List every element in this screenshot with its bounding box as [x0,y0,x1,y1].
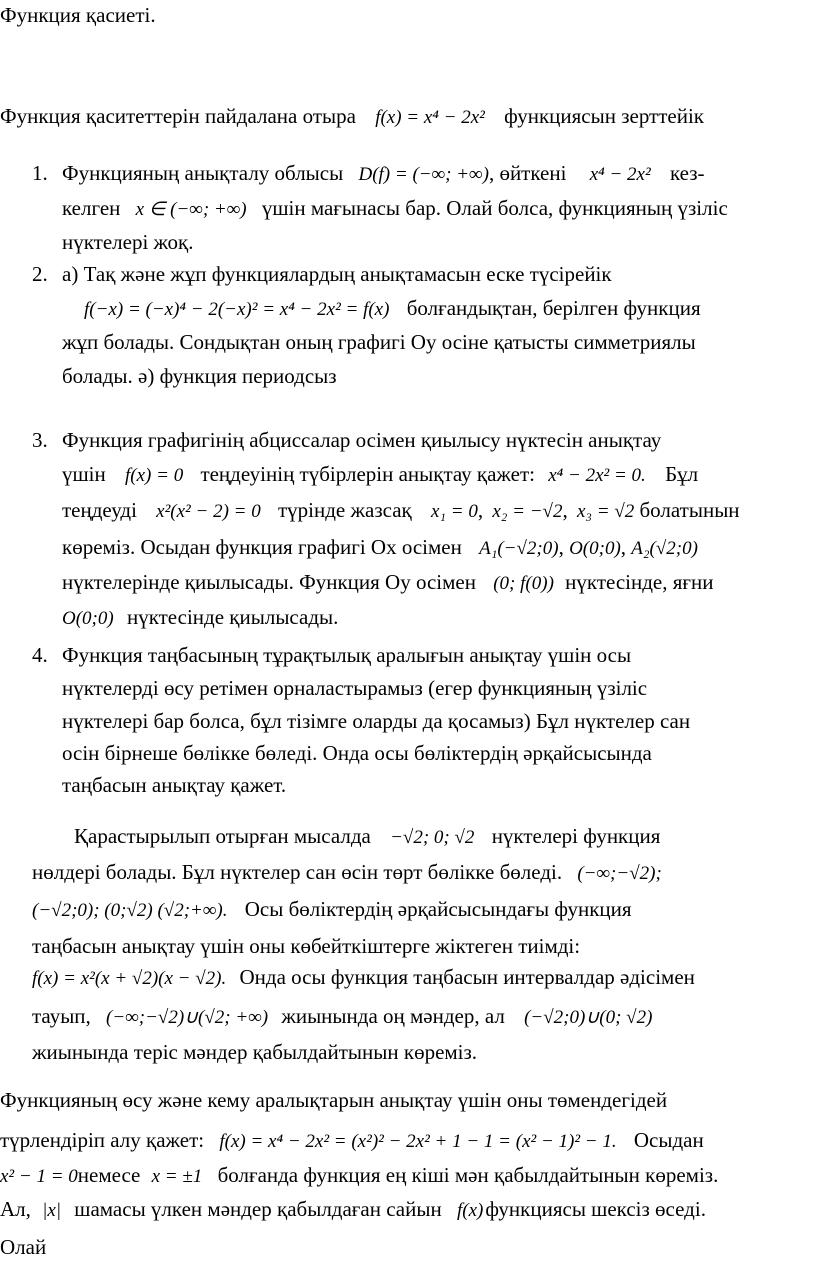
point-oy: (0; f(0)) [493,573,554,594]
point-a2: A₂(√2;0) [631,538,698,559]
item3-text: теңдеуінің түбірлерін анықтау қажет: [200,462,535,486]
para5-text: Осы бөліктердің әрқайсысындағы функция [244,897,632,921]
x-pm-one: x = ±1 [151,1166,203,1187]
interval1-formula: (−∞;−√2); [577,863,662,884]
item1-number: 1. [32,161,48,185]
item4-number: 4. [32,643,48,667]
para6-text: Ал, [0,1197,31,1221]
para5-text: тауып, [32,1004,91,1028]
item3-text: нүктелерінде қиылысады. Функция Оу осімен [62,570,476,594]
item2-line4: болады. ә) функция периодсыз [62,364,337,388]
item3-text: болатынын [639,498,740,522]
para6-line3 [0,1160,718,1192]
para5-text: нөлдері болады. Бұл нүктелер сан өсін төрт бөлікке бөледі. [32,860,563,884]
abs-x: |x| [42,1200,62,1221]
para5-line7: жиынында теріс мәндер қабылдайтынын көреміз. [32,1040,478,1064]
item2-number: 2. [32,262,48,286]
item3-line3: теңдеуді x²(x² − 2) = 0 түрінде жазсақ x₁ = 0, x₂ = −√2, x₃ = √2 болатынын [62,498,740,522]
item3-text: үшін [62,462,106,486]
para5-text: жиынында оң мәндер, ал [281,1004,505,1028]
para5-line2 [32,857,662,889]
para5-text: Онда осы функция таңбасын интервалдар әдісімен [239,965,695,989]
poly-formula: x⁴ − 2x² [589,164,651,185]
para5-line5 [32,962,695,994]
intro-text-end: функциясын зерттейік [504,104,704,128]
para5-text: Қарастырылып отырған мысалда [74,824,371,848]
item1-text: келген [62,196,121,220]
item3-line1: Функция графигінің абциссалар осімен қиылысу нүктесін анықтау [62,428,662,452]
item2-text: болғандықтан, берілген функция [406,296,701,320]
para5-line1 [74,821,660,853]
negative-intervals: (−√2;0)∪(0; √2) [524,1007,653,1028]
page-title: Функция қасиеті. [0,3,156,27]
item4-line5: таңбасын анықтау қажет. [62,773,287,797]
para6-text: функциясы шексіз өседі. [485,1197,706,1221]
item1-line2 [62,193,728,225]
item2-line2 [62,293,701,325]
point-a1: A₁(−√2;0) [479,538,559,559]
item3-number: 3. [32,428,48,452]
intro-formula: f(x) = x⁴ − 2x² [375,107,485,128]
para6-line1: Функцияның өсу және кему аралықтарын анықтау үшін оны төмендегідей [0,1088,668,1112]
item3-line6 [62,602,338,634]
para6-text: Осыдан [633,1128,704,1152]
para5-line3 [32,894,632,926]
item4-line1: Функция таңбасының тұрақтылық аралығын анықтау үшін осы [62,643,632,667]
item3-text: көреміз. Осыдан функция графигі Ох осімен [62,535,462,559]
para5-line6 [32,1001,652,1033]
item3-line4: көреміз. Осыдан функция графигі Ох осімен A₁(−√2;0), O(0;0), A₂(√2;0) [62,535,698,559]
fx-zero-formula: f(x) = 0 [125,465,184,486]
para6-line2 [0,1125,704,1157]
even-formula: f(−x) = (−x)⁴ − 2(−x)² = x⁴ − 2x² = f(x) [84,299,390,320]
item3-line5 [62,567,714,599]
transform-formula: f(x) = x⁴ − 2x² = (x²)² − 2x² + 1 − 1 = (x² − 1)² − 1. [219,1131,617,1152]
intro-line [0,101,704,133]
fx-symbol: f(x) [456,1200,484,1221]
item3-line2 [62,459,698,491]
min-condition: x² − 1 = 0 [0,1166,78,1187]
para6-line5: Олай [0,1235,47,1259]
root-x3: x₃ = √2 [576,501,635,522]
item1-text: Функцияның анықталу облысы [62,161,344,185]
para6-text: түрлендіріп алу қажет: [0,1128,205,1152]
intervals-formula: (−√2;0); (0;√2) (√2;+∞). [32,900,228,921]
root-x1: x₁ = 0 [430,501,478,522]
item3-text: нүктесінде, яғни [565,570,714,594]
item3-text: нүктесінде қиылысады. [126,605,339,629]
item3-text: түрінде жазсақ [277,498,412,522]
equation-formula: x⁴ − 2x² = 0. [548,465,646,486]
item2-line3: жұп болады. Сондықтан оның графигі Оу осіне қатысты симметриялы [62,330,696,354]
para6-text: болғанда функция ең кіші мән қабылдайтынын көреміз. [217,1163,719,1187]
item4-line2: нүктелерді өсу ретімен орналастырамыз (егер функцияның үзіліс [62,676,648,700]
x-in-formula: x ∈ (−∞; +∞) [135,199,247,220]
point-origin: O(0;0) [62,608,114,629]
item1-line3: нүктелері жоқ. [62,230,194,254]
zeros-formula: −√2; 0; √2 [390,827,475,848]
factored-formula: x²(x² − 2) = 0 [156,501,261,522]
item4-line3: нүктелері бар болса, бұл тізімге оларды да қосамыз) Бұл нүктелер сан [62,709,691,733]
para6-text: шамасы үлкен мәндер қабылдаған сайын [74,1197,442,1221]
item1-text-end: кез- [669,161,705,185]
item4-line4: осін бірнеше бөлікке бөледі. Онда осы бөліктердің әрқайсысында [62,741,652,765]
item1-text: үшін мағынасы бар. Олай болса, функцияның үзіліс [261,196,728,220]
item3-text: теңдеуді [62,498,137,522]
item2-line1: а) Тақ және жұп функциялардың анықтамасын еске түсірейік [62,262,612,286]
intro-text: Функция қаситеттерін пайдалана отыра [0,104,356,128]
point-o: O(0;0) [569,538,621,559]
para6-line4 [0,1194,706,1226]
positive-intervals: (−∞;−√2)∪(√2; +∞) [106,1007,269,1028]
para5-text: нүктелері функция [491,824,661,848]
para5-line4: таңбасын анықтау үшін оны көбейткіштерге жіктеген тиімді: [32,934,581,958]
para6-text: немесе [77,1163,141,1187]
item3-text: Бұл [665,462,699,486]
item1-line1 [62,158,704,190]
root-x2: x₂ = −√2 [492,501,563,522]
item1-text-mid: , өйткені [488,161,567,185]
factorization-formula: f(x) = x²(x + √2)(x − √2). [32,968,227,989]
domain-formula: D(f) = (−∞; +∞) [358,164,489,185]
